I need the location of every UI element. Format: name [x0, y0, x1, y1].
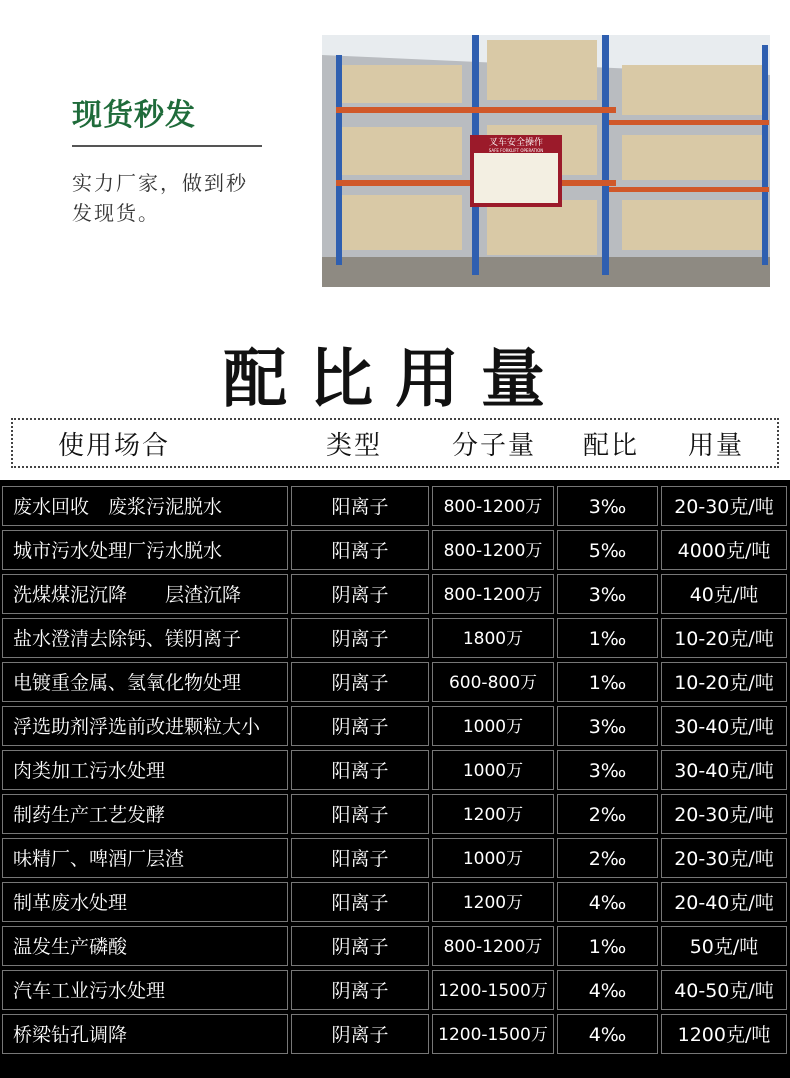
cell-dosage: 30-40克/吨 — [661, 706, 787, 746]
table-row — [0, 882, 790, 926]
cell-use: 味精厂、啤酒厂层渣 — [2, 838, 288, 878]
cell-type: 阳离子 — [291, 794, 429, 834]
cell-use: 汽车工业污水处理 — [2, 970, 288, 1010]
table-row — [0, 794, 790, 838]
cell-type: 阳离子 — [291, 750, 429, 790]
cell-dosage: 50克/吨 — [661, 926, 787, 966]
cell-ratio: 3‰ — [557, 750, 658, 790]
table-row — [0, 530, 790, 574]
header-dosage: 用量 — [688, 431, 745, 461]
table-row — [0, 574, 790, 618]
cell-molecular-weight: 1200-1500万 — [432, 1014, 554, 1054]
cell-use: 废水回收 废浆污泥脱水 — [2, 486, 288, 526]
header-use: 使用场合 — [58, 431, 171, 461]
cell-type: 阴离子 — [291, 926, 429, 966]
cell-molecular-weight: 1800万 — [432, 618, 554, 658]
cell-use: 肉类加工污水处理 — [2, 750, 288, 790]
hero-description: 实力厂家，做到秒发现货。 — [72, 171, 248, 225]
cell-ratio: 4‰ — [557, 1014, 658, 1054]
table-row — [0, 970, 790, 1014]
cell-type: 阳离子 — [291, 838, 429, 878]
cell-molecular-weight: 1000万 — [432, 750, 554, 790]
cell-ratio: 1‰ — [557, 662, 658, 702]
cell-dosage: 10-20克/吨 — [661, 662, 787, 702]
cell-dosage: 20-30克/吨 — [661, 838, 787, 878]
table-row — [0, 838, 790, 882]
hero-title: 现货秒发 — [72, 98, 196, 133]
cell-use: 制革废水处理 — [2, 882, 288, 922]
cell-ratio: 1‰ — [557, 618, 658, 658]
cell-dosage: 1200克/吨 — [661, 1014, 787, 1054]
cell-molecular-weight: 800-1200万 — [432, 530, 554, 570]
table-row — [0, 486, 790, 530]
cell-use: 城市污水处理厂污水脱水 — [2, 530, 288, 570]
safety-sign-subtitle: SAFE FORKLIFT OPERATION — [488, 148, 544, 153]
cell-type: 阴离子 — [291, 662, 429, 702]
cell-type: 阴离子 — [291, 574, 429, 614]
header-molecular-weight: 分子量 — [452, 431, 537, 461]
table-row — [0, 1014, 790, 1058]
cell-molecular-weight: 1200万 — [432, 882, 554, 922]
table-row — [0, 926, 790, 970]
cell-use: 洗煤煤泥沉降 层渣沉降 — [2, 574, 288, 614]
cell-use: 制药生产工艺发酵 — [2, 794, 288, 834]
cell-molecular-weight: 600-800万 — [432, 662, 554, 702]
cell-ratio: 3‰ — [557, 706, 658, 746]
cell-ratio: 2‰ — [557, 794, 658, 834]
safety-sign-title: 叉车安全操作 — [488, 138, 544, 148]
cell-dosage: 4000克/吨 — [661, 530, 787, 570]
cell-type: 阳离子 — [291, 882, 429, 922]
cell-dosage: 20-30克/吨 — [661, 486, 787, 526]
usage-table — [0, 480, 790, 1078]
cell-molecular-weight: 1200-1500万 — [432, 970, 554, 1010]
table-row — [0, 618, 790, 662]
cell-use: 桥梁钻孔调降 — [2, 1014, 288, 1054]
cell-dosage: 40克/吨 — [661, 574, 787, 614]
cell-use: 电镀重金属、氢氧化物处理 — [2, 662, 288, 702]
cell-type: 阴离子 — [291, 1014, 429, 1054]
cell-ratio: 3‰ — [557, 574, 658, 614]
cell-use: 温发生产磷酸 — [2, 926, 288, 966]
table-row — [0, 750, 790, 794]
cell-type: 阳离子 — [291, 486, 429, 526]
cell-dosage: 40-50克/吨 — [661, 970, 787, 1010]
cell-use: 盐水澄清去除钙、镁阴离子 — [2, 618, 288, 658]
cell-type: 阴离子 — [291, 706, 429, 746]
table-row — [0, 662, 790, 706]
cell-dosage: 20-40克/吨 — [661, 882, 787, 922]
cell-dosage: 30-40克/吨 — [661, 750, 787, 790]
cell-molecular-weight: 800-1200万 — [432, 486, 554, 526]
cell-type: 阴离子 — [291, 618, 429, 658]
cell-molecular-weight: 1000万 — [432, 838, 554, 878]
hero-divider — [72, 145, 262, 147]
cell-dosage: 10-20克/吨 — [661, 618, 787, 658]
header-ratio: 配比 — [583, 431, 640, 461]
cell-dosage: 20-30克/吨 — [661, 794, 787, 834]
cell-molecular-weight: 1200万 — [432, 794, 554, 834]
warehouse-photo — [322, 35, 770, 287]
cell-ratio: 5‰ — [557, 530, 658, 570]
cell-molecular-weight: 1000万 — [432, 706, 554, 746]
cell-molecular-weight: 800-1200万 — [432, 926, 554, 966]
cell-ratio: 4‰ — [557, 970, 658, 1010]
table-row — [0, 706, 790, 750]
header-type: 类型 — [326, 431, 383, 461]
cell-ratio: 4‰ — [557, 882, 658, 922]
section-title: 配比用量 — [223, 343, 567, 417]
cell-ratio: 2‰ — [557, 838, 658, 878]
cell-ratio: 1‰ — [557, 926, 658, 966]
cell-molecular-weight: 800-1200万 — [432, 574, 554, 614]
cell-use: 浮选助剂浮选前改进颗粒大小 — [2, 706, 288, 746]
cell-ratio: 3‰ — [557, 486, 658, 526]
cell-type: 阳离子 — [291, 530, 429, 570]
cell-type: 阴离子 — [291, 970, 429, 1010]
